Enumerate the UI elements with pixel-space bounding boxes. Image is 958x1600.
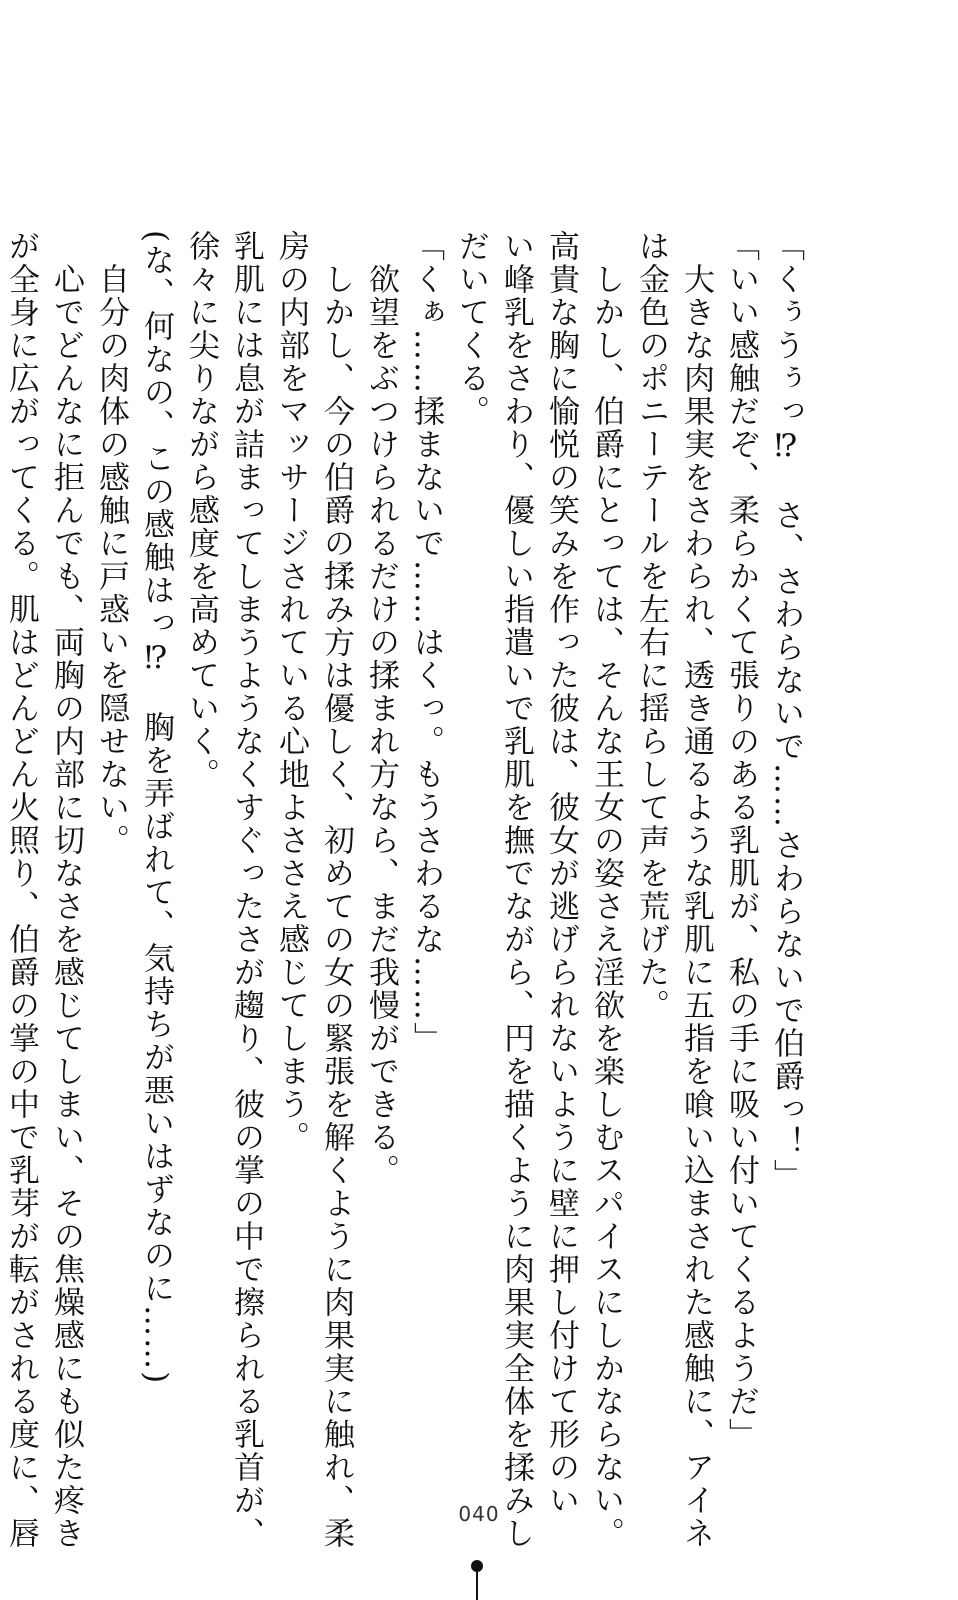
page-marker-dot — [471, 1560, 483, 1572]
text-line-5: しかし、伯爵にとっては、そんな王女の姿さえ淫欲を楽しむスパイスにしかならない。 — [588, 263, 624, 1550]
text-line-7: い峰乳をさわり、優しい指遣いで乳肌を撫でながら、円を描くように肉果実全体を揉みし — [498, 230, 534, 1550]
text-line-9: 「くぁ……揉まないで……はくっ。もうさわるな……」 — [408, 230, 444, 1055]
text-line-18: が全身に広がってくる。肌はどんどん火照り、伯爵の掌の中で乳芽が転がされる度に、唇 — [3, 230, 39, 1550]
text-line-15: (な、何なの、この感触はっ⁉ 胸を弄ばれて、気持ちが悪いはずなのに……) — [138, 230, 174, 1386]
text-line-1: 「くぅうぅっ⁉ さ、さわらないで……さわらないで伯爵っ！」 — [768, 230, 804, 1192]
text-line-17: 心でどんなに拒んでも、両胸の内部に切なさを感じてしまい、その焦燥感にも似た疼き — [48, 263, 84, 1550]
text-line-11: しかし、今の伯爵の揉み方は優しく、初めての女の緊張を解くように肉果実に触れ、柔 — [318, 263, 354, 1550]
text-line-10: 欲望をぶつけられるだけの揉まれ方なら、まだ我慢ができる。 — [363, 263, 399, 1187]
text-line-14: 徐々に尖りながら感度を高めていく。 — [183, 230, 219, 791]
text-line-8: だいてくる。 — [453, 230, 489, 428]
text-line-6: 高貴な胸に愉悦の笑みを作った彼は、彼女が逃げられないように壁に押し付けて形のい — [543, 230, 579, 1517]
text-line-3: 大きな肉果実をさわられ、透き通るような乳肌に五指を喰い込まされた感触に、アイネ — [678, 263, 714, 1550]
text-line-16: 自分の肉体の感触に戸惑いを隠せない。 — [93, 263, 129, 857]
text-line-2: 「いい感触だぞ、柔らかくて張りのある乳肌が、私の手に吸い付いてくるようだ」 — [723, 230, 759, 1451]
page-number: 040 — [458, 1502, 500, 1526]
text-line-13: 乳肌には息が詰まってしまうようなくすぐったさが趨り、彼の掌の中で擦られる乳首が、 — [228, 230, 264, 1550]
page-marker-stem — [476, 1572, 478, 1600]
text-line-12: 房の内部をマッサージされている心地よささえ感じてしまう。 — [273, 230, 309, 1154]
text-line-4: は金色のポニーテールを左右に揺らして声を荒げた。 — [633, 230, 669, 1022]
